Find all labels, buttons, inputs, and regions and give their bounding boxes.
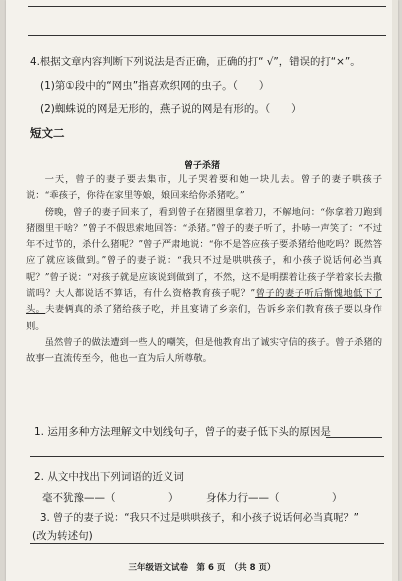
answer-line-top xyxy=(28,6,386,7)
story-paragraph-2-text: 傍晚，曾子的妻子回来了，看到曾子在猪圈里拿着刀，不解地问：“你拿着刀跑到猪圈里干啥？”曾子不假思索地回答：“杀猪。”曾子的妻子听了，扑哧一声笑了：“不过年不过节的，杀什么猪呢？”曾子严肃地说：“你不是答应孩子要杀猪给他吃吗？既然答应了就应该做到。”曾子的妻子说：“我只不过是哄哄孩子，和小孩子说话何必当真呢？”曾子说：“对孩子就是应该说到做到了，不然，这不是明摆着让孩子学着家长去撒谎吗？大人都说话不算话，有什么资格教育孩子呢？” xyxy=(26,206,382,300)
story-paragraph-1: 一天，曾子的妻子要去集市，儿子哭着要和她一块儿去。曾子的妻子哄孩子说：“乖孩子，你待在家里等娘，娘回来给你杀猪吃。” xyxy=(26,174,382,202)
question-4-item-1: (1)第①段中的“网虫”指喜欢织网的虫子。（ ） xyxy=(40,80,270,92)
question-2: 2. 从文中找出下列词语的近义词 xyxy=(34,471,184,483)
answer-line xyxy=(28,35,386,36)
exam-page xyxy=(6,0,398,581)
question-4-prompt: 4.根据文章内容判断下列说法是否正确，正确的打“ √”，错误的打“×”。 xyxy=(30,56,361,68)
answer-line-q1[interactable] xyxy=(30,456,384,457)
question-4-item-2: (2)蜘蛛说的网是无形的，燕子说的网是有形的。（ ） xyxy=(40,103,302,115)
story-body xyxy=(26,172,382,368)
answer-blank-q1[interactable] xyxy=(326,437,382,438)
question-3: 3. 曾子的妻子说：“我只不过是哄哄孩子，和小孩子说话何必当真呢？” xyxy=(40,513,359,524)
story-paragraph-3: 虽然曾子的做法遭到一些人的嘲笑，但是他教育出了诚实守信的孩子。曾子杀猪的故事一直流传至今，他也一直为后人所尊敬。 xyxy=(26,336,382,365)
section-title: 短文二 xyxy=(30,126,65,140)
question-2-word-1: 毫不犹豫——（ ） xyxy=(42,492,179,504)
story-paragraph-2 xyxy=(26,205,382,335)
question-1: 1. 运用多种方法理解文中划线句子，曾子的妻子低下头的原因是 xyxy=(34,426,331,438)
story-paragraph-2-end: 夫妻俩真的杀了猪给孩子吃，并且宴请了乡亲们，告诉乡亲们教育孩子要以身作则。 xyxy=(26,304,382,332)
page-edge xyxy=(392,0,398,581)
story-title: 曾子杀猪 xyxy=(183,161,220,171)
page-footer: 三年级语文试卷 第 6 页 （共 8 页） xyxy=(128,563,276,573)
question-3-instruction: (改为转述句) xyxy=(32,530,93,542)
answer-line-q3[interactable] xyxy=(30,543,384,544)
underlined-sentence: 曾子的妻子听后惭愧地低下了头。 xyxy=(26,288,382,316)
question-2-word-2: 身体力行——（ ） xyxy=(206,492,343,504)
